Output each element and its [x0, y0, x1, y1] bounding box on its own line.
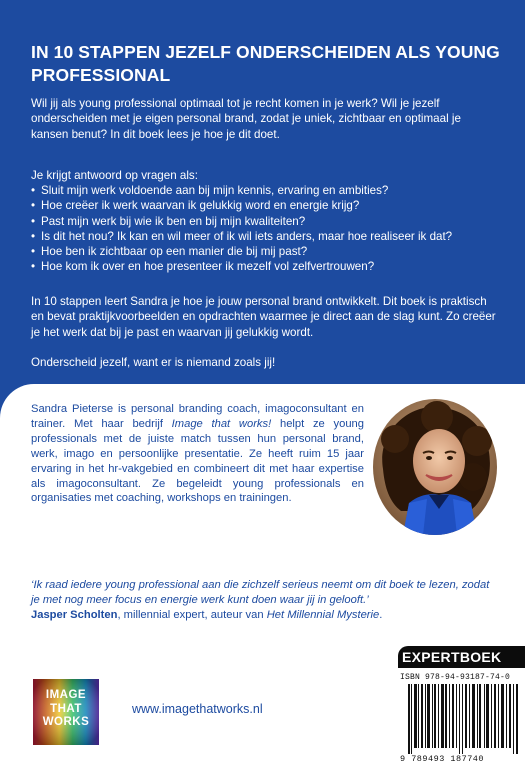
steps-paragraph: In 10 stappen leert Sandra je hoe je jouw personal brand ontwikkelt. Dit boek is praktisch en bevat praktijkvoorbeelden en opdrachten waarmee je direct aan de slag kunt. Zo creëer je het werk dat bij je past en waarvan jij gelukkig wordt.	[31, 295, 496, 339]
portrait-illustration	[373, 399, 497, 535]
endorser-role: , millennial expert, auteur van	[117, 609, 267, 621]
logo-line-3: WORKS	[42, 716, 90, 728]
barcode-number: 9 789493 187740	[400, 754, 485, 764]
bio-text-2: helpt ze young professionals met de juiste match tussen hun personal brand, werk, imago en persoonlijke presentatie. Ze heeft ruim 15 jaar ervaring in het hr-vakgebied en combineert dit met haar expertise als imagoconsultant. Ze begeleidt young professionals en organisaties met coaching, workshops en trainingen.	[31, 417, 365, 505]
closing-paragraph: Onderscheid jezelf, want er is niemand zoals jij!	[31, 356, 276, 369]
questions-list	[31, 183, 511, 275]
cover-title: IN 10 STAPPEN JEZELF ONDERSCHEIDEN ALS YOUNG PROFESSIONAL	[31, 42, 500, 85]
author-photo	[373, 399, 497, 535]
publisher-name: EXPERTBOEK	[402, 649, 502, 665]
logo-text	[33, 689, 99, 730]
endorsement-attribution	[31, 608, 501, 623]
logo-line-1: IMAGE	[45, 689, 87, 701]
endorser-end: .	[379, 609, 383, 621]
endorser-book: Het Millennial Mysterie	[266, 609, 380, 621]
question-item: • Sluit mijn werk voldoende aan bij mijn kennis, ervaring en ambities?	[31, 183, 511, 198]
publisher-badge	[398, 646, 525, 668]
website-link[interactable]: www.imagethatworks.nl	[132, 702, 263, 716]
question-item: • Hoe ben ik zichtbaar op een manier die bij mij past?	[31, 244, 511, 259]
intro-paragraph: Wil jij als young professional optimaal tot je recht komen in je werk? Wil je jezelf onderscheiden met je eigen personal brand, zodat je uniek, zichtbaar en optimaal je kansen benut? In dit boek lees je hoe je dit doet.	[31, 97, 461, 141]
barcode-icon	[406, 684, 522, 754]
questions-lead: Je krijgt antwoord op vragen als:	[31, 169, 198, 182]
bio-text-1: Sandra Pieterse is personal branding coach, imagoconsultant en trainer. Met haar bedrijf	[31, 403, 364, 430]
endorsement-quote: ‘Ik raad iedere young professional aan die zichzelf serieus neemt om dit boek te lezen, zodat je met nog meer focus en energie werk kunt doen waar jij in gelooft.’	[31, 579, 490, 606]
rainbow-logo-icon	[33, 679, 99, 745]
author-bio	[31, 402, 364, 506]
logo-line-2: THAT	[50, 702, 82, 715]
isbn-label: ISBN 978-94-93187-74-0	[400, 673, 511, 682]
bio-company: Image that works!	[171, 417, 272, 430]
question-item: • Is dit het nou? Ik kan en wil meer of ik wil iets anders, maar hoe realiseer ik dat?	[31, 229, 511, 244]
question-item: • Hoe creëer ik werk waarvan ik gelukkig word en energie krijg?	[31, 198, 511, 213]
question-item: • Past mijn werk bij wie ik ben en bij mijn kwaliteiten?	[31, 214, 511, 229]
endorser-name: Jasper Scholten	[31, 609, 118, 621]
question-item: • Hoe kom ik over en hoe presenteer ik mezelf vol zelfvertrouwen?	[31, 259, 511, 274]
